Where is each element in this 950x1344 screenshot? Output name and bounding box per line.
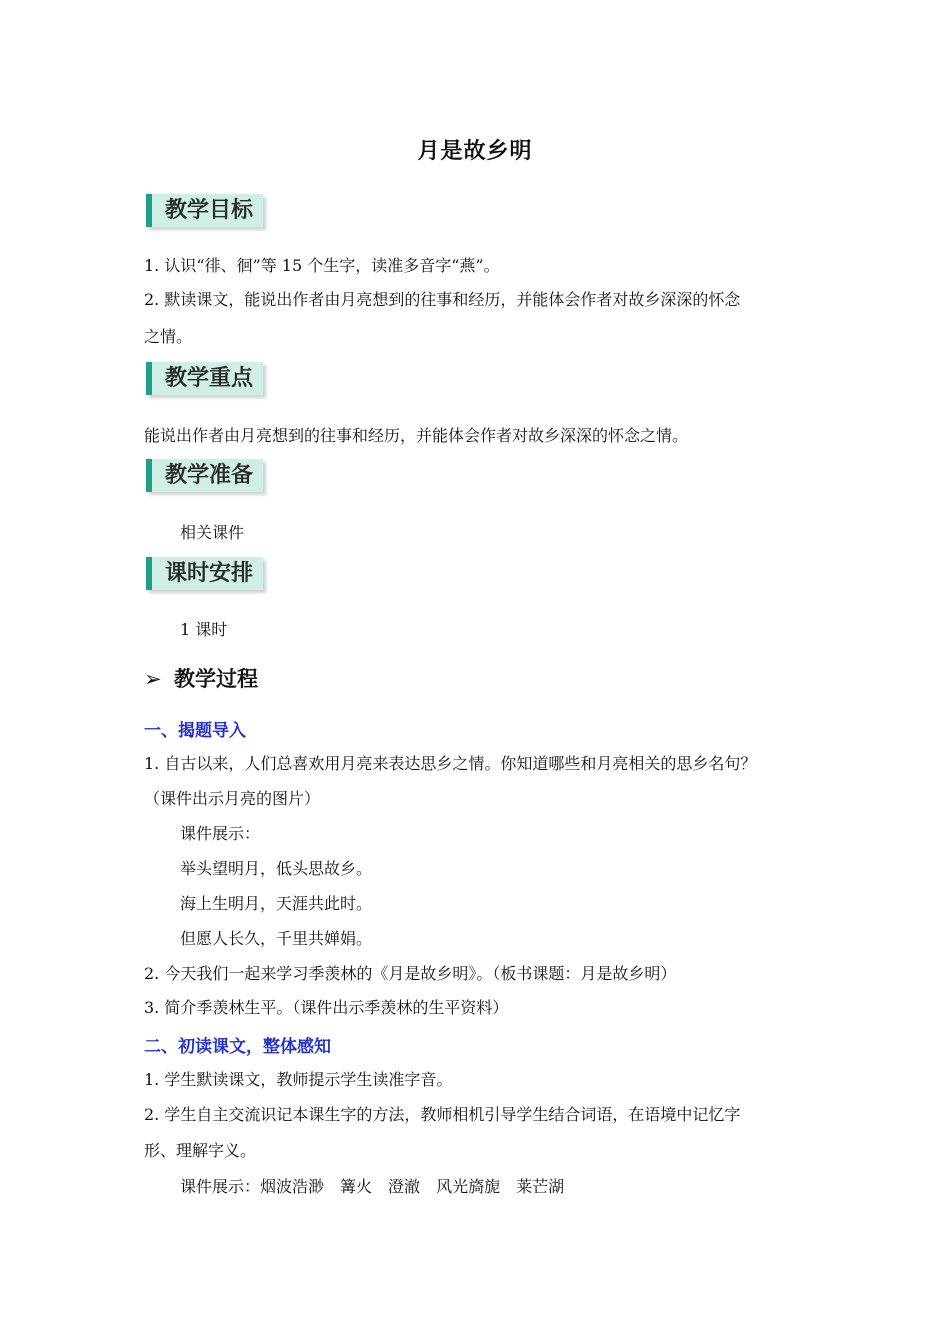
goal-item-2-continued: 之情。 bbox=[144, 327, 193, 346]
part2-line-1: 1. 学生默读课文，教师提示学生读准字音。 bbox=[144, 1070, 453, 1089]
section-banner-schedule: 课时安排 bbox=[146, 557, 263, 590]
process-heading-text: 教学过程 bbox=[174, 667, 258, 691]
part1-line-3: 2. 今天我们一起来学习季羡林的《月是故乡明》。（板书课题：月是故乡明） bbox=[144, 964, 677, 983]
goal-item-2: 2. 默读课文，能说出作者由月亮想到的往事和经历，并能体会作者对故乡深深的怀念 bbox=[144, 290, 741, 309]
poem-line-1: 举头望明月，低头思故乡。 bbox=[180, 859, 373, 878]
vocab-word: 风光旖旎 bbox=[436, 1177, 501, 1196]
part2-line-2-continued: 形、理解字义。 bbox=[144, 1141, 257, 1160]
vocab-word: 澄澈 bbox=[388, 1177, 421, 1196]
section-banner-goals: 教学目标 bbox=[146, 194, 263, 227]
section-banner-key-points: 教学重点 bbox=[146, 362, 263, 395]
poem-line-3: 但愿人长久，千里共婵娟。 bbox=[180, 929, 373, 948]
arrow-bullet-icon: ➢ bbox=[144, 667, 162, 691]
goal-item-1: 1. 认识“徘、徊”等 15 个生字，读准多音字“燕”。 bbox=[144, 256, 500, 275]
vocab-word: 莱芒湖 bbox=[516, 1177, 565, 1196]
part2-line-2: 2. 学生自主交流识记本课生字的方法，教师相机引导学生结合词语，在语境中记忆字 bbox=[144, 1105, 741, 1124]
vocab-row bbox=[180, 1177, 564, 1197]
vocab-word: 篝火 bbox=[340, 1177, 373, 1196]
part1-line-4: 3. 简介季羡林生平。（课件出示季羡林的生平资料） bbox=[144, 998, 509, 1017]
part1-line-2: （课件出示月亮的图片） bbox=[144, 789, 321, 808]
part1-display-label: 课件展示： bbox=[180, 824, 261, 843]
vocab-word: 烟波浩渺 bbox=[260, 1177, 325, 1196]
part1-heading: 一、揭题导入 bbox=[144, 721, 246, 741]
document-title: 月是故乡明 bbox=[417, 139, 533, 164]
preparation-text: 相关课件 bbox=[180, 523, 245, 542]
part2-heading: 二、初读课文，整体感知 bbox=[144, 1037, 331, 1057]
poem-line-2: 海上生明月，天涯共此时。 bbox=[180, 894, 373, 913]
vocab-label: 课件展示： bbox=[180, 1177, 261, 1196]
section-banner-preparation: 教学准备 bbox=[146, 459, 263, 492]
schedule-text: 1 课时 bbox=[180, 620, 228, 639]
process-heading bbox=[144, 663, 258, 693]
key-points-text: 能说出作者由月亮想到的往事和经历，并能体会作者对故乡深深的怀念之情。 bbox=[144, 426, 689, 445]
part1-line-1: 1. 自古以来，人们总喜欢用月亮来表达思乡之情。你知道哪些和月亮相关的思乡名句？ bbox=[144, 754, 757, 773]
